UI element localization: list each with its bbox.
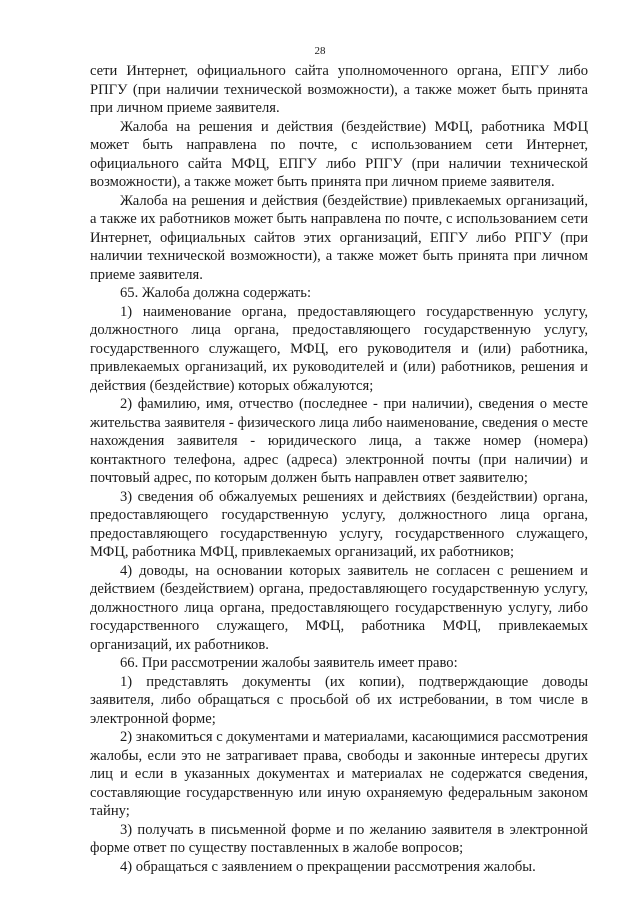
paragraph: сети Интернет, официального сайта уполномоченного органа, ЕПГУ либо РПГУ (при наличии технической возможности), а также может быть принята при личном приеме заявителя. (90, 63, 588, 116)
list-item: 3) получать в письменной форме и по желанию заявителя в электронной форме ответ по существу поставленных в жалобе вопросов; (90, 821, 588, 856)
list-item: 4) доводы, на основании которых заявитель не согласен с решением и действием (бездействием) органа, предоставляющего государственную услугу, должностного лица органа, предоставляющего государственную услугу, либо государственного служащего, МФЦ, работника МФЦ, привлекаемых организаций, их работников. (90, 562, 588, 653)
list-item: 4) обращаться с заявлением о прекращении рассмотрения жалобы. (120, 858, 536, 875)
page-number: 28 (314, 45, 326, 57)
paragraph: Жалоба на решения и действия (бездействие) МФЦ, работника МФЦ может быть направлена по почте, с использованием сети Интернет, официального сайта МФЦ, ЕПГУ либо РПГУ (при наличии технической возможности), а также может быть принята при личном приеме заявителя. (90, 118, 588, 190)
list-item: 1) наименование органа, предоставляющего государственную услугу, должностного лица органа, предоставляющего государственную услугу, государственного служащего, МФЦ, его руководителя и (или) работника, привлекаемых организаций, их руководителей и (или) работников, решения и действия (бездействие) которых обжалуются; (90, 303, 588, 394)
list-item: 1) представлять документы (их копии), подтверждающие доводы заявителя, либо обращаться с просьбой об их истребовании, в том числе в электронной форме; (90, 673, 588, 727)
section-heading-65: 65. Жалоба должна содержать: (120, 285, 311, 301)
paragraph: Жалоба на решения и действия (бездействие) привлекаемых организаций, а также их работников может быть направлена по почте, с использованием сети Интернет, официальных сайтов этих организаций, ЕПГУ либо РПГУ (при наличии технической возможности), а также может быть принята при личном приеме заявителя. (90, 192, 588, 283)
list-item: 2) фамилию, имя, отчество (последнее - при наличии), сведения о месте жительства заявителя - физического лица либо наименование, сведения о месте нахождения заявителя - юридического лица, а также номер (номера) контактного телефона, адрес (адреса) электронной почты (при наличии) и почтовый адрес, по которым должен быть направлен ответ заявителю; (90, 396, 588, 486)
document-body (90, 62, 588, 876)
list-item: 3) сведения об обжалуемых решениях и действиях (бездействии) органа, предоставляющего государственную услугу, должностного лица органа, предоставляющего государственную услугу, государственного служащего, МФЦ, работника МФЦ, привлекаемых организаций, их работников; (90, 488, 588, 560)
list-item: 2) знакомиться с документами и материалами, касающимися рассмотрения жалобы, если это не затрагивает права, свободы и законные интересы других лиц и если в указанных документах и материалах не содержатся сведения, составляющие государственную или иную охраняемую федеральным законом тайну; (90, 729, 588, 819)
section-heading-66: 66. При рассмотрении жалобы заявитель имеет право: (120, 655, 458, 671)
